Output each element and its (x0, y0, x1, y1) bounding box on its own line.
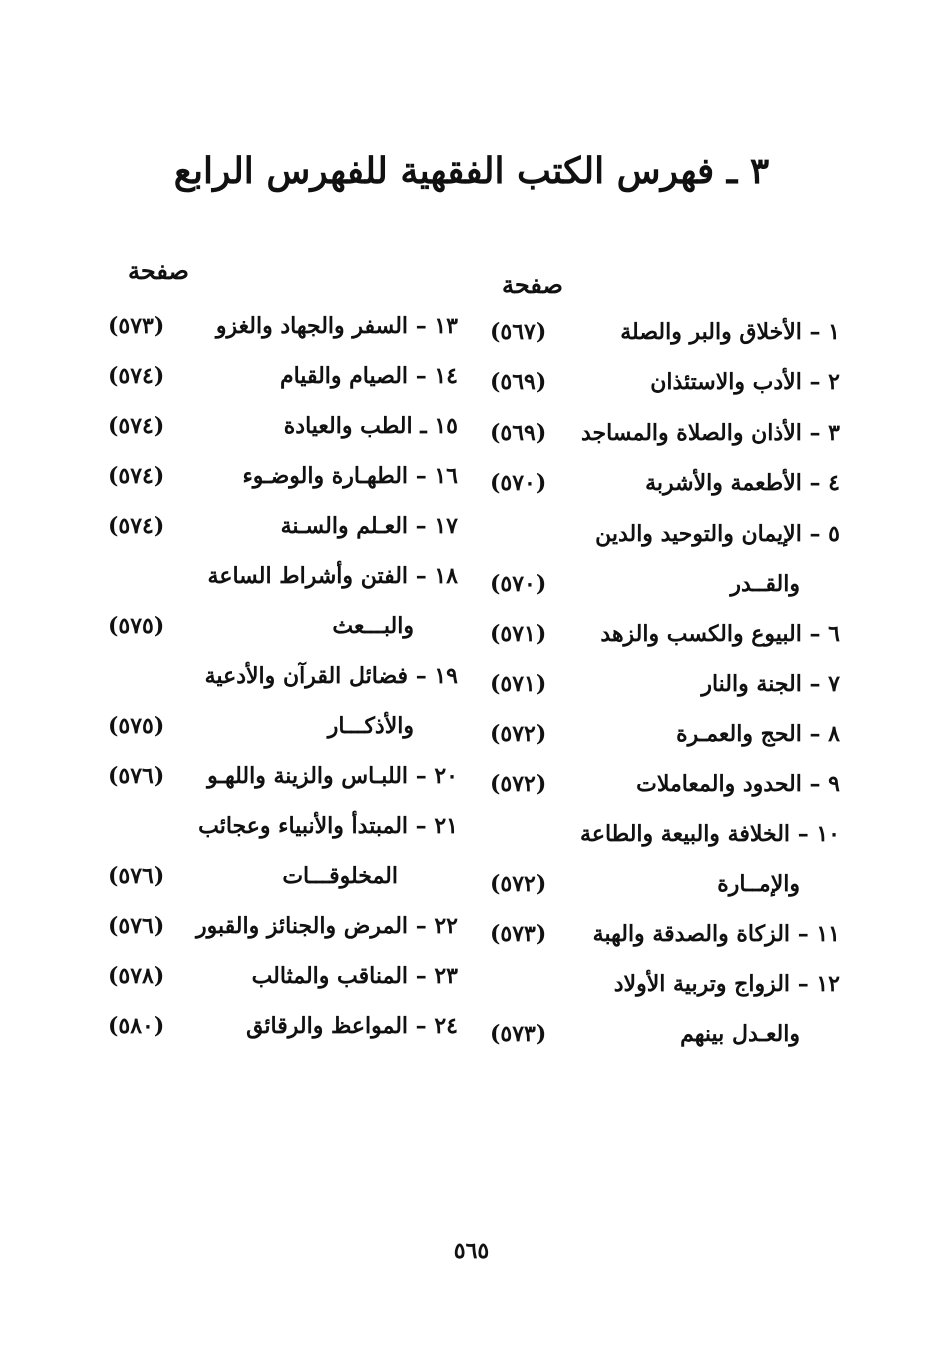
index-entry (490, 312, 840, 352)
entry-page: (٥٧٣) (490, 921, 547, 947)
index-entry (108, 406, 458, 446)
entry-page: (٥٧٠) (490, 571, 547, 597)
index-entry (490, 664, 840, 704)
index-entry (490, 764, 840, 804)
entry-page: (٥٧١) (490, 621, 547, 647)
index-entry (490, 413, 840, 453)
entry-label: ١٩ – فضائل القرآن والأدعية (204, 663, 458, 689)
entry-label: ٢ – الأدب والاستئذان (650, 369, 840, 395)
index-entry (490, 614, 840, 654)
entry-label-continuation: والبـــعث (332, 613, 414, 639)
entry-page: (٥٧٤) (108, 513, 165, 539)
entry-page: (٥٧٢) (490, 771, 547, 797)
index-entry (108, 1006, 458, 1046)
index-entry (490, 514, 840, 554)
entry-page: (٥٧٦) (108, 863, 165, 889)
entry-page: (٥٦٩) (490, 369, 547, 395)
entry-label: ٨ – الحج والعمـرة (676, 721, 840, 747)
index-entry (108, 506, 458, 546)
entry-label-continuation: والقــدر (730, 571, 800, 597)
entry-label: ١١ – الزكاة والصدقة والهبة (592, 921, 840, 947)
index-entry (108, 306, 458, 346)
entry-label: ١٣ – السفر والجهاد والغزو (215, 313, 458, 339)
entry-label: ٩ – الحدود والمعاملات (636, 771, 840, 797)
index-entry-continuation (490, 1014, 840, 1054)
index-entry (108, 806, 458, 846)
index-entry (490, 714, 840, 754)
left-page-header: صفحة (128, 256, 189, 285)
index-entry-continuation (108, 706, 458, 746)
index-entry (108, 956, 458, 996)
page-number: ٥٦٥ (453, 1238, 490, 1264)
entry-page: (٥٧٥) (108, 613, 165, 639)
index-entry (490, 463, 840, 503)
index-entry-continuation (108, 856, 458, 896)
entry-page: (٥٧٦) (108, 913, 165, 939)
index-entry (490, 914, 840, 954)
index-entry (490, 362, 840, 402)
entry-label-continuation: والعـدل بينهم (680, 1021, 800, 1047)
index-entry-continuation (490, 864, 840, 904)
entry-label: ١٤ – الصيام والقيام (279, 363, 458, 389)
index-entry (108, 656, 458, 696)
entry-page: (٥٧٣) (490, 1021, 547, 1047)
entry-page: (٥٧٠) (490, 470, 547, 496)
entry-page: (٥٧٦) (108, 763, 165, 789)
entry-label: ١٥ ـ الطب والعيادة (283, 413, 458, 439)
entry-label-continuation: والأذكـــار (327, 713, 414, 739)
entry-label: ١٨ – الفتن وأشراط الساعة (207, 563, 458, 589)
entry-page: (٥٨٠) (108, 1013, 165, 1039)
entry-label: ٥ – الإيمان والتوحيد والدين (595, 521, 840, 547)
entry-page: (٥٧٤) (108, 413, 165, 439)
entry-label: ١٢ – الزواج وتربية الأولاد (613, 971, 840, 997)
entry-label: ٤ – الأطعمة والأشربة (645, 470, 840, 496)
entry-page: (٥٧٣) (108, 313, 165, 339)
index-entry (108, 456, 458, 496)
entry-page: (٥٧٤) (108, 463, 165, 489)
entry-page: (٥٧١) (490, 671, 547, 697)
entry-label: ١٦ – الطهـارة والوضـوء (242, 463, 458, 489)
entry-label: ٦ – البيوع والكسب والزهد (600, 621, 840, 647)
entry-page: (٥٧٢) (490, 871, 547, 897)
entry-label: ٢٢ – المرض والجنائز والقبور (196, 913, 458, 939)
entry-page: (٥٧٨) (108, 963, 165, 989)
entry-page: (٥٧٥) (108, 713, 165, 739)
index-entry (108, 906, 458, 946)
index-entry (490, 814, 840, 854)
entry-label: ١ – الأخلاق والبر والصلة (620, 319, 840, 345)
entry-page: (٥٦٩) (490, 420, 547, 446)
left-index-column (108, 0, 458, 1100)
entry-label-continuation: المخلوقـــات (282, 863, 398, 889)
entry-label-continuation: والإمــارة (717, 871, 800, 897)
right-page-header: صفحة (502, 270, 563, 299)
entry-label: ١٠ – الخلافة والبيعة والطاعة (580, 821, 840, 847)
page-title: ٣ ـ فهرس الكتب الفقهية للفهرس الرابع (173, 150, 770, 192)
entry-label: ٣ – الأذان والصلاة والمساجد (581, 420, 840, 446)
entry-label: ٧ – الجنة والنار (701, 671, 840, 697)
index-entry (108, 556, 458, 596)
entry-page: (٥٧٤) (108, 363, 165, 389)
entry-label: ٢١ – المبتدأ والأنبياء وعجائب (198, 813, 458, 839)
entry-label: ٢٠ – اللبـاس والزينة واللهـو (207, 763, 458, 789)
index-entry (108, 356, 458, 396)
index-entry (108, 756, 458, 796)
entry-label: ١٧ – العـلم والسـنة (280, 513, 458, 539)
index-entry (490, 964, 840, 1004)
entry-page: (٥٧٢) (490, 721, 547, 747)
index-entry-continuation (490, 564, 840, 604)
entry-page: (٥٦٧) (490, 319, 547, 345)
entry-label: ٢٣ – المناقب والمثالب (251, 963, 458, 989)
index-entry-continuation (108, 606, 458, 646)
right-index-column (490, 0, 840, 1100)
entry-label: ٢٤ – المواعظ والرقائق (246, 1013, 458, 1039)
